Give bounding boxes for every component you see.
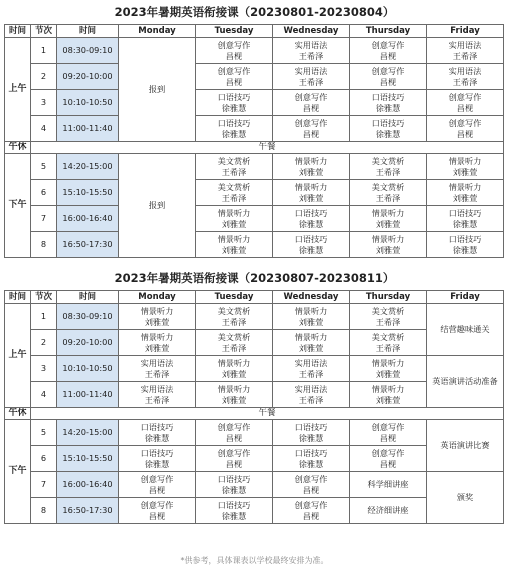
lunch-session-label: 午休 (5, 142, 31, 154)
course-name: 创意写作 (294, 500, 328, 510)
course-name: 创意写作 (448, 92, 482, 102)
course-cell-mon (119, 382, 196, 408)
period-time: 09:20-10:00 (57, 64, 119, 90)
course-cell-thu (350, 446, 427, 472)
header-mon: Monday (119, 25, 196, 38)
period-time: 11:00-11:40 (57, 116, 119, 142)
teacher-name: 昌枧 (302, 510, 320, 521)
course-cell-thu (350, 420, 427, 446)
course-name: 口语技巧 (217, 500, 251, 510)
course-name: 美文赏析 (371, 156, 405, 166)
teacher-name: 刘雅萱 (221, 244, 247, 255)
table-row (5, 232, 504, 258)
course-cell-wed (273, 382, 350, 408)
course-cell-tue (196, 356, 273, 382)
teacher-name: 徐雅慧 (221, 484, 247, 495)
course-name: 情景听力 (294, 156, 328, 166)
period-time: 10:10-10:50 (57, 356, 119, 382)
course-name: 口语技巧 (217, 118, 251, 128)
header-row (5, 25, 504, 38)
course-cell-tue (196, 330, 273, 356)
course-name: 创意写作 (294, 92, 328, 102)
header-mon: Monday (119, 291, 196, 304)
course-cell-tue (196, 382, 273, 408)
teacher-name: 王希泽 (375, 316, 401, 327)
course-cell-wed (273, 90, 350, 116)
teacher-name: 昌枧 (379, 458, 397, 469)
pm-session-label: 下午 (5, 154, 31, 258)
course-cell-fri (427, 232, 504, 258)
course-cell-wed (273, 180, 350, 206)
teacher-name: 王希泽 (298, 50, 324, 61)
teacher-name: 徐雅慧 (452, 218, 478, 229)
course-cell-wed (273, 64, 350, 90)
course-name: 情景听力 (294, 182, 328, 192)
period-number: 1 (31, 304, 57, 330)
course-cell-tue (196, 116, 273, 142)
teacher-name: 徐雅慧 (298, 432, 324, 443)
course-name: 情景听力 (217, 208, 251, 218)
lunch-row (5, 142, 504, 154)
teacher-name: 昌枧 (379, 76, 397, 87)
course-cell-tue (196, 232, 273, 258)
period-time: 16:50-17:30 (57, 232, 119, 258)
course-cell-thu (350, 180, 427, 206)
course-name: 实用语法 (140, 384, 174, 394)
course-cell-wed (273, 330, 350, 356)
course-name: 创意写作 (371, 66, 405, 76)
table-row (5, 304, 504, 330)
course-cell-thu (350, 382, 427, 408)
period-number: 4 (31, 116, 57, 142)
table-row (5, 356, 504, 382)
course-cell-thu (350, 206, 427, 232)
schedule-table-week1 (4, 24, 504, 258)
footnote: *供参考，具体课表以学校最终安排为准。 (180, 556, 329, 565)
teacher-name: 王希泽 (221, 166, 247, 177)
course-cell-thu (350, 90, 427, 116)
course-cell-wed (273, 206, 350, 232)
header-tue: Tuesday (196, 25, 273, 38)
table-row (5, 206, 504, 232)
header-row (5, 291, 504, 304)
course-name: 实用语法 (448, 40, 482, 50)
teacher-name: 昌枧 (148, 484, 166, 495)
course-name: 口语技巧 (140, 448, 174, 458)
friday-activity: 英语演讲活动准备 (427, 356, 504, 408)
teacher-name: 刘雅萱 (144, 342, 170, 353)
course-name: 美文赏析 (371, 182, 405, 192)
period-number: 7 (31, 206, 57, 232)
course-cell-fri (427, 64, 504, 90)
course-cell-thu (350, 472, 427, 498)
period-time: 15:10-15:50 (57, 446, 119, 472)
course-cell-wed (273, 154, 350, 180)
teacher-name: 昌枧 (225, 432, 243, 443)
course-cell-fri (427, 180, 504, 206)
course-name: 情景听力 (371, 358, 405, 368)
header-session: 时间 (5, 25, 31, 38)
course-name: 实用语法 (294, 358, 328, 368)
course-name: 实用语法 (140, 358, 174, 368)
teacher-name: 刘雅萱 (375, 368, 401, 379)
lunch-session-label: 午休 (5, 408, 31, 420)
period-number: 3 (31, 356, 57, 382)
course-name: 口语技巧 (294, 422, 328, 432)
course-name: 创意写作 (217, 422, 251, 432)
header-period: 节次 (31, 291, 57, 304)
course-name: 口语技巧 (217, 474, 251, 484)
teacher-name: 徐雅慧 (298, 218, 324, 229)
friday-activity: 英语演讲比赛 (427, 420, 504, 472)
teacher-name: 徐雅慧 (221, 128, 247, 139)
teacher-name: 昌枧 (456, 128, 474, 139)
course-name: 口语技巧 (217, 92, 251, 102)
teacher-name: 刘雅萱 (375, 244, 401, 255)
table-row (5, 116, 504, 142)
pm-session-label: 下午 (5, 420, 31, 524)
course-name: 创意写作 (371, 422, 405, 432)
teacher-name: 徐雅慧 (144, 432, 170, 443)
teacher-name: 刘雅萱 (221, 368, 247, 379)
teacher-name: 昌枧 (302, 128, 320, 139)
course-name: 创意写作 (217, 40, 251, 50)
teacher-name: 刘雅萱 (375, 218, 401, 229)
course-name: 创意写作 (371, 40, 405, 50)
course-name: 情景听力 (294, 306, 328, 316)
teacher-name: 王希泽 (452, 76, 478, 87)
course-name: 实用语法 (294, 40, 328, 50)
course-cell-wed (273, 472, 350, 498)
course-cell-thu (350, 64, 427, 90)
course-name: 美文赏析 (371, 306, 405, 316)
teacher-name: 王希泽 (221, 192, 247, 203)
course-name: 创意写作 (294, 118, 328, 128)
course-cell-fri (427, 154, 504, 180)
course-name: 情景听力 (448, 156, 482, 166)
header-fri: Friday (427, 25, 504, 38)
header-time: 时间 (57, 291, 119, 304)
friday-activity: 结营趣味通关 (427, 304, 504, 356)
course-name: 美文赏析 (217, 182, 251, 192)
course-name: 情景听力 (140, 332, 174, 342)
teacher-name: 徐雅慧 (298, 458, 324, 469)
header-fri: Friday (427, 291, 504, 304)
table-row (5, 38, 504, 64)
period-time: 09:20-10:00 (57, 330, 119, 356)
course-name: 情景听力 (140, 306, 174, 316)
course-name: 创意写作 (140, 474, 174, 484)
period-time: 11:00-11:40 (57, 382, 119, 408)
course-name: 实用语法 (294, 66, 328, 76)
course-cell-tue (196, 446, 273, 472)
course-cell-thu (350, 154, 427, 180)
monday-checkin: 报到 (119, 38, 196, 142)
lunch-label: 午餐 (31, 408, 504, 420)
teacher-name: 昌枧 (225, 76, 243, 87)
period-time: 15:10-15:50 (57, 180, 119, 206)
course-name: 情景听力 (371, 234, 405, 244)
course-name: 实用语法 (448, 66, 482, 76)
teacher-name: 昌枧 (302, 484, 320, 495)
teacher-name: 徐雅慧 (375, 102, 401, 113)
teacher-name: 王希泽 (221, 316, 247, 327)
course-cell-mon (119, 420, 196, 446)
header-wed: Wednesday (273, 291, 350, 304)
course-cell-tue (196, 64, 273, 90)
header-thu: Thursday (350, 291, 427, 304)
period-number: 2 (31, 64, 57, 90)
table-row (5, 90, 504, 116)
course-cell-tue (196, 472, 273, 498)
course-name: 创意写作 (217, 448, 251, 458)
period-number: 5 (31, 420, 57, 446)
teacher-name: 王希泽 (298, 394, 324, 405)
period-number: 3 (31, 90, 57, 116)
course-name: 美文赏析 (217, 332, 251, 342)
course-name: 口语技巧 (294, 234, 328, 244)
teacher-name: 昌枧 (379, 50, 397, 61)
teacher-name: 昌枧 (302, 102, 320, 113)
period-number: 7 (31, 472, 57, 498)
course-name: 美文赏析 (217, 156, 251, 166)
teacher-name: 昌枧 (379, 432, 397, 443)
teacher-name: 王希泽 (375, 342, 401, 353)
course-cell-thu (350, 38, 427, 64)
course-cell-tue (196, 38, 273, 64)
teacher-name: 刘雅萱 (144, 316, 170, 327)
course-name: 创意写作 (217, 66, 251, 76)
course-cell-thu (350, 304, 427, 330)
course-name: 口语技巧 (371, 118, 405, 128)
course-cell-mon (119, 304, 196, 330)
header-thu: Thursday (350, 25, 427, 38)
course-cell-thu (350, 330, 427, 356)
course-cell-thu (350, 116, 427, 142)
table2-title: 2023年暑期英语衔接课（20230807-20230811） (114, 271, 395, 285)
course-name: 口语技巧 (294, 448, 328, 458)
teacher-name: 王希泽 (375, 192, 401, 203)
teacher-name: 昌枧 (148, 510, 166, 521)
teacher-name: 刘雅萱 (298, 342, 324, 353)
teacher-name: 王希泽 (221, 342, 247, 353)
course-cell-wed (273, 446, 350, 472)
period-time: 10:10-10:50 (57, 90, 119, 116)
teacher-name: 昌枧 (456, 102, 474, 113)
course-name: 实用语法 (294, 384, 328, 394)
teacher-name: 刘雅萱 (452, 192, 478, 203)
course-name: 科学细讲座 (367, 479, 409, 490)
period-time: 08:30-09:10 (57, 304, 119, 330)
course-cell-wed (273, 420, 350, 446)
course-cell-thu (350, 356, 427, 382)
teacher-name: 刘雅萱 (221, 394, 247, 405)
course-cell-wed (273, 38, 350, 64)
period-number: 8 (31, 232, 57, 258)
teacher-name: 刘雅萱 (298, 166, 324, 177)
teacher-name: 王希泽 (298, 76, 324, 87)
teacher-name: 昌枧 (225, 50, 243, 61)
course-cell-tue (196, 304, 273, 330)
period-time: 14:20-15:00 (57, 420, 119, 446)
course-name: 创意写作 (448, 118, 482, 128)
course-name: 情景听力 (217, 358, 251, 368)
course-cell-tue (196, 206, 273, 232)
period-number: 5 (31, 154, 57, 180)
table-row (5, 64, 504, 90)
teacher-name: 徐雅慧 (144, 458, 170, 469)
course-name: 口语技巧 (294, 208, 328, 218)
course-name: 创意写作 (371, 448, 405, 458)
course-name: 创意写作 (294, 474, 328, 484)
am-session-label: 上午 (5, 304, 31, 408)
course-cell-mon (119, 446, 196, 472)
course-cell-wed (273, 116, 350, 142)
teacher-name: 刘雅萱 (375, 394, 401, 405)
course-cell-tue (196, 154, 273, 180)
teacher-name: 徐雅慧 (375, 128, 401, 139)
course-name: 美文赏析 (371, 332, 405, 342)
table-row (5, 180, 504, 206)
am-session-label: 上午 (5, 38, 31, 142)
period-number: 6 (31, 446, 57, 472)
table-row (5, 154, 504, 180)
course-name: 口语技巧 (371, 92, 405, 102)
period-time: 16:00-16:40 (57, 472, 119, 498)
teacher-name: 刘雅萱 (298, 316, 324, 327)
period-number: 6 (31, 180, 57, 206)
teacher-name: 徐雅慧 (221, 102, 247, 113)
teacher-name: 刘雅萱 (221, 218, 247, 229)
course-name: 情景听力 (294, 332, 328, 342)
course-cell-wed (273, 356, 350, 382)
teacher-name: 王希泽 (452, 50, 478, 61)
course-cell-thu (350, 232, 427, 258)
lunch-row (5, 408, 504, 420)
teacher-name: 王希泽 (144, 394, 170, 405)
course-cell-tue (196, 498, 273, 524)
course-name: 情景听力 (371, 208, 405, 218)
teacher-name: 徐雅慧 (221, 510, 247, 521)
course-cell-wed (273, 498, 350, 524)
course-cell-fri (427, 38, 504, 64)
period-time: 14:20-15:00 (57, 154, 119, 180)
course-name: 经济细讲座 (367, 505, 409, 516)
period-number: 1 (31, 38, 57, 64)
teacher-name: 刘雅萱 (298, 192, 324, 203)
period-time: 16:00-16:40 (57, 206, 119, 232)
course-name: 情景听力 (448, 182, 482, 192)
course-cell-tue (196, 420, 273, 446)
course-name: 情景听力 (217, 234, 251, 244)
period-time: 16:50-17:30 (57, 498, 119, 524)
course-name: 口语技巧 (140, 422, 174, 432)
course-cell-mon (119, 498, 196, 524)
period-number: 8 (31, 498, 57, 524)
course-cell-fri (427, 90, 504, 116)
course-cell-tue (196, 90, 273, 116)
teacher-name: 昌枧 (225, 458, 243, 469)
header-period: 节次 (31, 25, 57, 38)
table-row (5, 472, 504, 498)
teacher-name: 王希泽 (144, 368, 170, 379)
course-name: 创意写作 (140, 500, 174, 510)
teacher-name: 王希泽 (298, 368, 324, 379)
schedule-table-week2 (4, 290, 504, 524)
course-cell-mon (119, 330, 196, 356)
course-cell-thu (350, 498, 427, 524)
course-cell-fri (427, 116, 504, 142)
teacher-name: 刘雅萱 (452, 166, 478, 177)
course-name: 情景听力 (217, 384, 251, 394)
course-name: 情景听力 (371, 384, 405, 394)
course-cell-tue (196, 180, 273, 206)
header-session: 时间 (5, 291, 31, 304)
monday-checkin: 报到 (119, 154, 196, 258)
table-row (5, 420, 504, 446)
course-name: 口语技巧 (448, 208, 482, 218)
header-time: 时间 (57, 25, 119, 38)
lunch-label: 午餐 (31, 142, 504, 154)
course-cell-mon (119, 472, 196, 498)
friday-activity: 颁奖 (427, 472, 504, 524)
course-cell-fri (427, 206, 504, 232)
course-cell-wed (273, 232, 350, 258)
course-cell-mon (119, 356, 196, 382)
period-number: 4 (31, 382, 57, 408)
course-name: 美文赏析 (217, 306, 251, 316)
course-name: 口语技巧 (448, 234, 482, 244)
teacher-name: 王希泽 (375, 166, 401, 177)
teacher-name: 徐雅慧 (298, 244, 324, 255)
period-number: 2 (31, 330, 57, 356)
course-cell-wed (273, 304, 350, 330)
table1-title: 2023年暑期英语衔接课（20230801-20230804） (114, 5, 395, 19)
period-time: 08:30-09:10 (57, 38, 119, 64)
header-wed: Wednesday (273, 25, 350, 38)
header-tue: Tuesday (196, 291, 273, 304)
teacher-name: 徐雅慧 (452, 244, 478, 255)
